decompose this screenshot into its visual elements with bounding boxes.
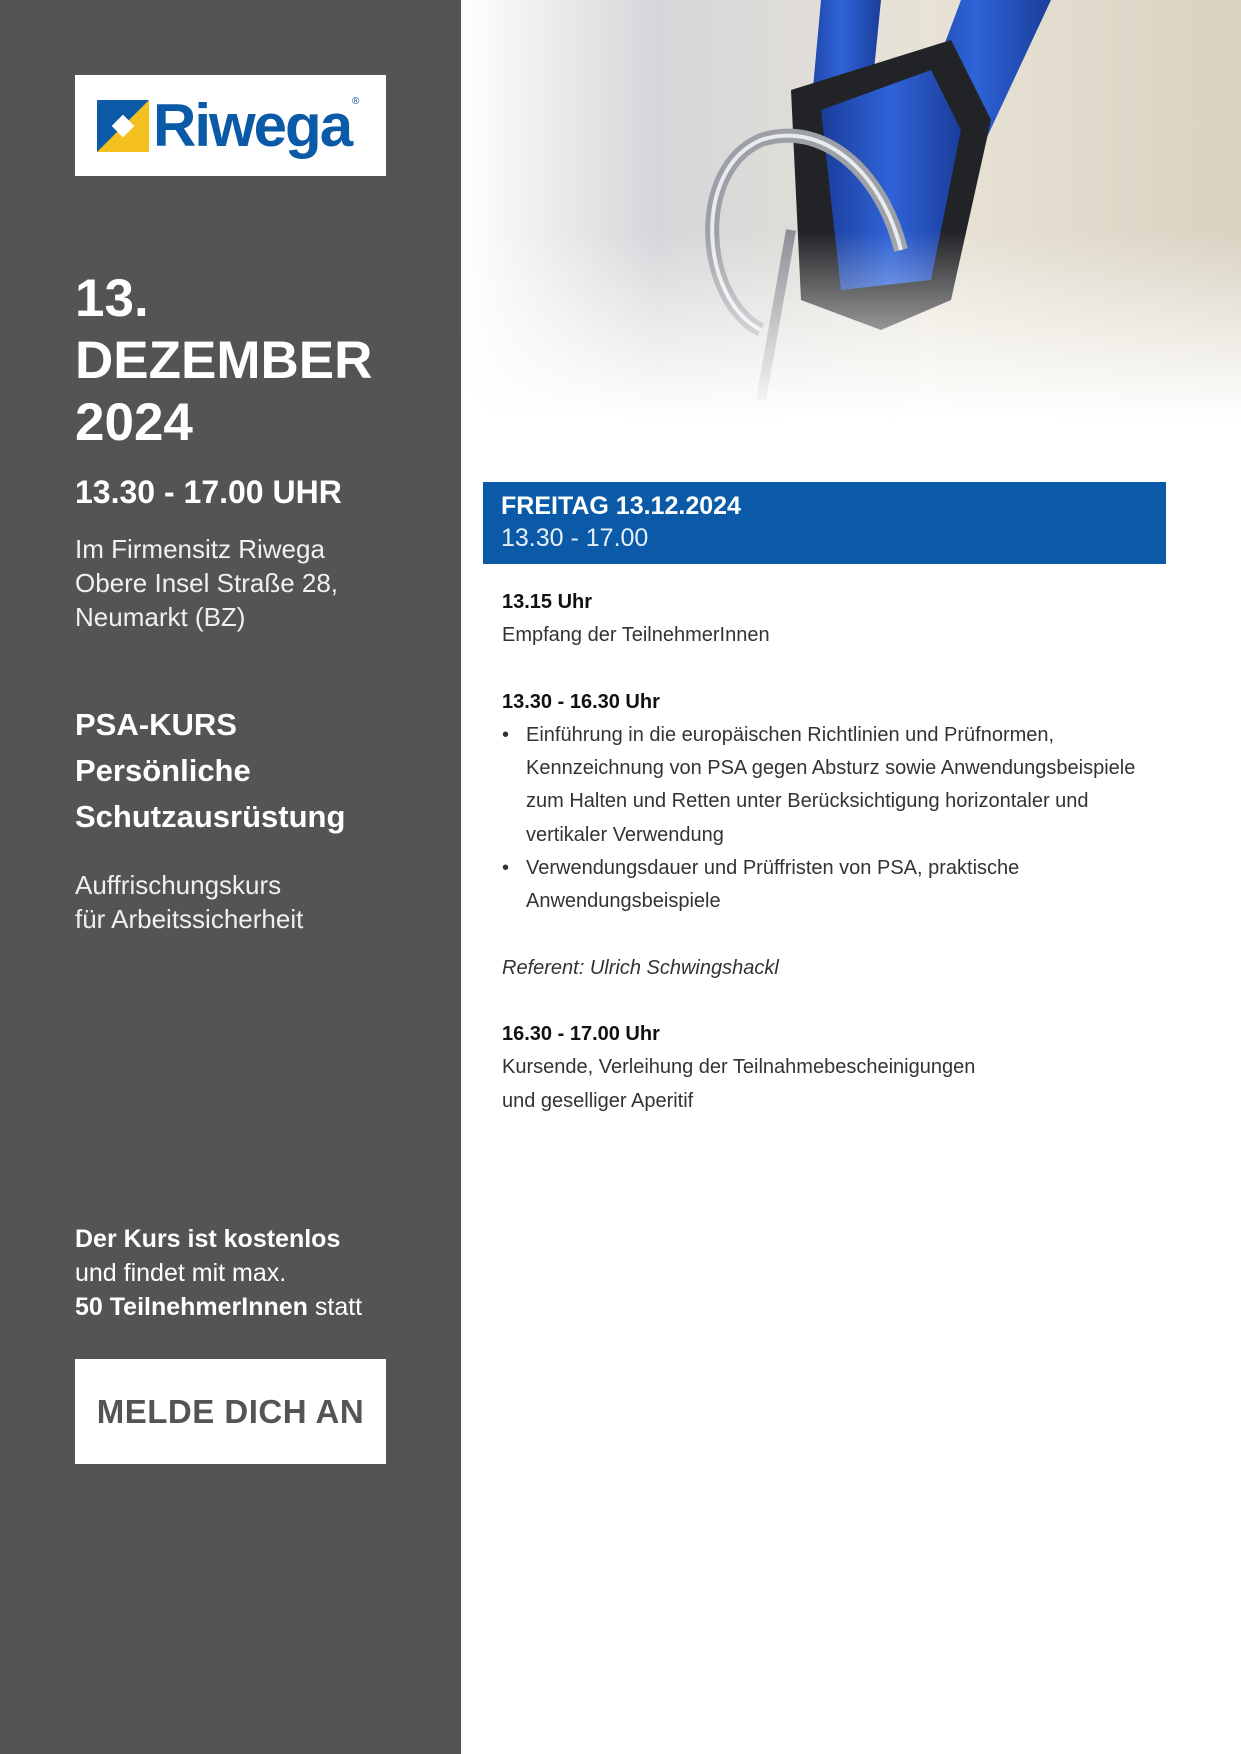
event-location: [75, 532, 338, 634]
course-title-line: Schutzausrüstung: [75, 799, 346, 834]
course-subtitle: [75, 868, 303, 936]
schedule-time: 13.30 - 16.30 Uhr: [502, 690, 660, 713]
riwega-logo-icon: [97, 100, 149, 152]
riwega-logo[interactable]: [75, 75, 386, 176]
event-time: 13.30 - 17.00 UHR: [75, 474, 342, 510]
course-free-info: [75, 1222, 362, 1324]
register-button[interactable]: MELDE DICH AN: [75, 1359, 386, 1464]
location-line: Im Firmensitz Riwega: [75, 534, 325, 564]
bullet-line: vertikaler Verwendung: [526, 823, 724, 846]
course-title: [75, 702, 345, 840]
bullet-line: • Verwendungsdauer und Prüffristen von PSA, praktische: [526, 857, 1020, 880]
location-line: Neumarkt (BZ): [75, 602, 246, 632]
free-line-bold: Der Kurs ist kostenlos: [75, 1225, 341, 1253]
course-title-line: PSA-KURS: [75, 707, 237, 742]
program-schedule: [502, 586, 1182, 1118]
program-header: [483, 482, 1166, 564]
program-time: 13.30 - 17.00: [501, 524, 649, 552]
schedule-bullets: [502, 719, 1182, 919]
sidebar: [0, 0, 461, 1754]
course-title-line: Persönliche: [75, 753, 251, 788]
harness-photo: [461, 0, 1241, 420]
free-line-end: statt: [307, 1293, 363, 1321]
bullet-line: zum Halten und Retten unter Berücksichtigung horizontaler und: [526, 790, 1089, 813]
riwega-logo-text: Riwega: [153, 91, 352, 159]
course-subtitle-line: für Arbeitssicherheit: [75, 904, 304, 934]
bullet-item: [502, 852, 1182, 919]
free-line: und findet mit max.: [75, 1259, 287, 1287]
bullet-line: Kennzeichnung von PSA gegen Absturz sowie Anwendungsbeispiele: [526, 757, 1136, 780]
referent: Referent: Ulrich Schwingshackl: [502, 956, 779, 979]
course-subtitle-line: Auffrischungskurs: [75, 870, 282, 900]
schedule-text: Kursende, Verleihung der Teilnahmebescheinigungen: [502, 1056, 976, 1079]
date-year: 2024: [75, 393, 193, 452]
schedule-text: Empfang der TeilnehmerInnen: [502, 624, 770, 647]
bullet-line: • Einführung in die europäischen Richtlinien und Prüfnormen,: [526, 723, 1055, 746]
participants-max: 50 TeilnehmerInnen: [75, 1293, 308, 1321]
date-day: 13.: [75, 269, 149, 328]
schedule-time: 13.15 Uhr: [502, 591, 593, 613]
date-month: DEZEMBER: [75, 331, 373, 390]
bullet-line: Anwendungsbeispiele: [526, 890, 721, 913]
bullet-item: [502, 719, 1182, 852]
location-line: Obere Insel Straße 28,: [75, 568, 339, 598]
schedule-text: und geselliger Aperitif: [502, 1089, 694, 1112]
schedule-time: 16.30 - 17.00 Uhr: [502, 1022, 660, 1045]
event-date: [75, 268, 372, 454]
registered-mark: ®: [352, 96, 360, 107]
program-date: FREITAG 13.12.2024: [501, 492, 741, 520]
